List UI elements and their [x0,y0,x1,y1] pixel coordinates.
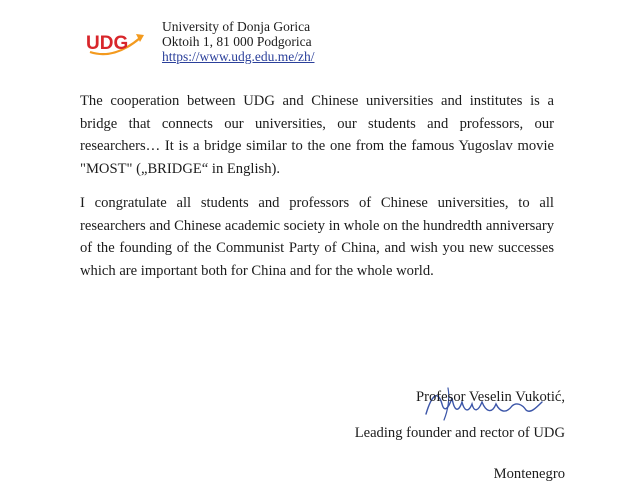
signatory-country: Montenegro [493,466,565,482]
institution-name: University of Donja Gorica [162,19,311,34]
signatory-name: Profesor Veselin Vukotić, [416,389,565,405]
letterhead [162,19,314,64]
signatory-title: Leading founder and rector of UDG [354,425,565,441]
udg-logo [84,22,154,62]
paragraph-2: I congratulate all students and professors of Chinese universities, to all researchers and Chinese academic society in whole on the hundredth anniversary of the founding of the Communist Party of China, and wish you new successes which are important both for China and for the whole world. [80,195,554,279]
logo-text: UDG [86,33,129,54]
institution-address: Oktoih 1, 81 000 Podgorica [162,34,312,49]
website-link[interactable]: https://www.udg.edu.me/zh/ [162,49,315,64]
signature-block [355,387,565,484]
letter-body [80,90,554,294]
paragraph-1: The cooperation between UDG and Chinese universities and institutes is a bridge that connects our universities, our students and professors, our researchers… It is a bridge similar to the one from the famous Yugoslav movie "MOST" („BRIDGE“ in English). [80,93,554,177]
